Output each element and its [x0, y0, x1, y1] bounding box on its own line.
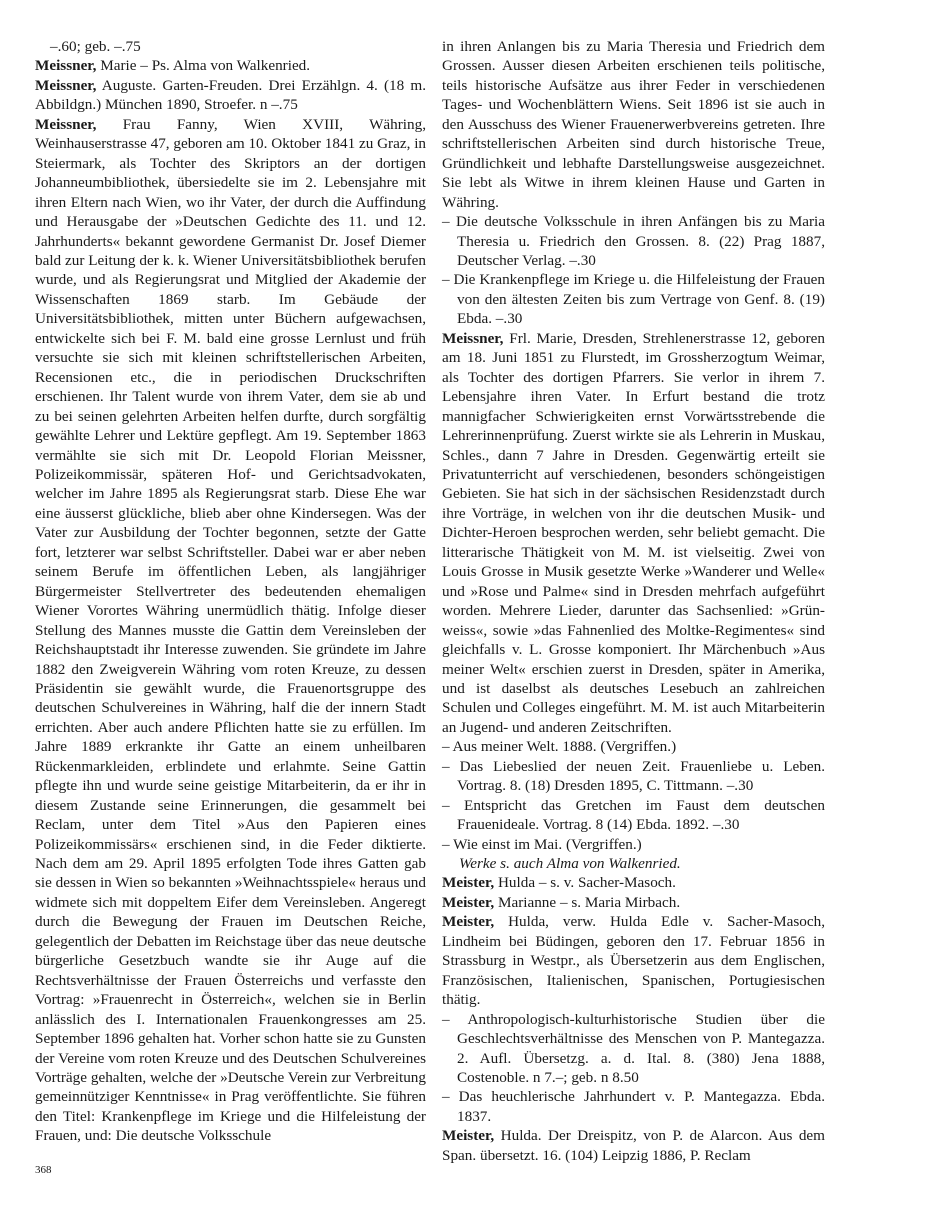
work-item: – Das Liebeslied der neuen Zeit. Frauenliebe u. Leben. Vortrag. 8. (18) Dresden 1895, C. Tittmann. –.30 [442, 757, 825, 795]
entry-meister-hulda-dreispitz [442, 1126, 825, 1165]
work-item: – Entspricht das Gretchen im Faust dem deutschen Frauenideale. Vortrag. 8 (14) Ebda. 1892. –.30 [442, 796, 825, 834]
work-item: – Aus meiner Welt. 1888. (Vergriffen.) [442, 738, 677, 756]
left-column [35, 37, 426, 1146]
cross-reference-note: Werke s. auch Alma von Walkenried. [459, 855, 681, 873]
entry-head: Meister, [442, 1127, 495, 1145]
entry-head: Meissner, [442, 329, 504, 347]
entry-meissner-marie-dresden [442, 329, 825, 738]
work-item: – Die Krankenpflege im Kriege u. die Hilfeleistung der Frauen von den ältesten Zeiten bis zum Vertrage von Genf. 8. (19) Ebda. –.30 [442, 271, 825, 328]
entry-meissner-auguste [35, 76, 426, 115]
entry-text: Marie – Ps. Alma von Walkenried. [96, 57, 311, 75]
entry-head: Meister, [442, 893, 495, 911]
entry-head: Meissner, [35, 76, 97, 94]
continuation-text: in ihren Anlangen bis zu Maria Theresia und Friedrich dem Grossen. Ausser diesen Arbeiten erschienen teils politische, teils historische Aufsätze aus ihrer Feder in verschiedenen Tages- und Wochenblättern Wiens. Seit 1896 ist sie auch in den Ausschuss des Wiener Frauenerwerbvereins getreten. Ihre schriftstellerischen Arbeiten sind durch historische Treue, Gründlichkeit und lebhafte Darstellungsweise ausgezeichnet. Sie lebt als Witwe in ihrem kleinen Hause und Garten in Währing. [442, 38, 825, 211]
work-item: – Die deutsche Volksschule in ihren Anfängen bis zu Maria Theresia u. Friedrich den Grossen. 8. (22) Prag 1887, Deutscher Verlag. –.30 [442, 213, 825, 269]
entry-text: Hulda – s. v. Sacher-Masoch. [494, 874, 676, 892]
page-number: 368 [35, 1164, 52, 1176]
entry-text: Frau Fanny, Wien XVIII, Währing, Weinhauserstrasse 47, geboren am 10. Oktober 1841 zu Graz, in Steiermark, als Tochter des Skriptors an der dortigen Johanneumbibliothek, übersiedelte sie im 2. Lebensjahre mit ihren Eltern nach Wien, wo ihr Vater, der durch die Auffindung und Herausgabe der »Deutschen Gedichte des 11. und 12. Jahrhunderts« bekannt gewordene Germanist Dr. Josef Diemer bald zur Leitung der k. k. Wiener Universitätsbibliothek berufen wurde, und als Regierungsrat und Mitglied der Akademie der Wissenschaften 1869 starb. Im Gebäude der Universitätsbibliothek, mitten unter Büchern aufgewachsen, entwickelte sich bei F. M. bald eine grosse Lernlust und früh versuchte sie sich mit kleinen schriftstellerischen Arbeiten, Recensionen etc., die in periodischen Druckschriften erschienen. Ihr Talent wurde von ihrem Vater, dem sie ab und zu bei seinen gelehrten Arbeiten helfen durfte, durch sorgfältig gewählte Lehrer und Lektüre gepflegt. Am 19. September 1863 vermählte sie sich mit Dr. Leopold Florian Meissner, Polizeikommissär, späteren Hof- und Gerichtsadvokaten, welcher im Jahre 1895 als Regierungsrat starb. Diese Ehe war eine äusserst glückliche, blieb aber ohne Kindersegen. Was der Vater zur Ausbildung der Tochter begonnen, setzte der Gatte fort, letzterer war selbst Schriftsteller. Dabei war er aber neben seinem Berufe im öffentlichen Leben, als langjähriger Bürgermeister Stellvertreter des bedeutenden ehemaligen Wiener Vorortes Währing unermüdlich thätig. Infolge dieser Stellung des Mannes musste die Gattin dem Vereinsleben der Reichshauptstadt ihr Interesse zuwenden. Sie gründete im Jahre 1882 den Zweigverein Währing vom roten Kreuze, zu dessen Präsidentin sie gewählt wurde, die Frauenortsgruppe des deutschen Schulvereines in Währing, half die der innern Stadt errichten. Aber auch andere Pflichten hatte sie zu erfüllen. Im Jahre 1889 erkrankte ihr Gatte an einem unheilbaren Rückenmarkleiden, erblindete und erlahmte. Seine Gattin pflegte ihn und wurde seine geistige Mitarbeiterin, da er ihr in diesem Zustande seine Erinnerungen, die gesammelt bei Reclam, unter dem Titel »Aus den Papieren eines Polizeikommissärs« erschienen sind, in die Feder diktierte. Nach dem am 29. April 1895 erfolgten Tode ihres Gatten gab sie dessen in Wien so bekannten »Weihnachtsspiele« heraus und widmete sich mit doppeltem Eifer dem Vereinsleben. Angeregt durch die Bewegung der Frauen im Deutschen Reiche, gelegentlich der Debatten im Reichstage über das neue deutsche bürgerliche Gesetzbuch wandte sie ihr Auge auf die Rechtsverhältnisse der Frauen Österreichs und verfasste den Vortrag: »Frauenrecht in Österreich«, welchen sie in Berlin anlässlich des I. Internationalen Frauenkongresses am 25. September 1896 gehalten hat. Vorher schon hatte sie zu Gunsten der Vereine vom roten Kreuze und des Deutschen Schulvereines Vorträge gehalten, welche der »Deutsche Verein zur Verbreitung gemeinnütziger Kenntnisse« in Prag veröffentlichte. Sie führen den Titel: Krankenpflege im Kriege und die Hilfeleistung der Frauen, und: Die deutsche Volksschule [35, 115, 427, 1145]
entry-meister-hulda [442, 912, 825, 1009]
continuation-text: –.60; geb. –.75 [50, 38, 141, 55]
entry-meister-hulda-ref [442, 873, 825, 892]
right-column [442, 37, 825, 1165]
entry-text: Auguste. Garten-Freuden. Drei Erzählgn. 4. (18 m. Abbildgn.) München 1890, Stroefer. n –.75 [35, 76, 426, 114]
entry-text: Hulda, verw. Hulda Edle v. Sacher-Masoch, Lindheim bei Büdingen, geboren den 17. Februar 1856 in Strassburg in Westpr., als Übersetzerin aus dem Englischen, Französischen, Italienischen, Spanischen, Portugiesischen thätig. [442, 913, 825, 1009]
entry-meissner-fanny [35, 115, 426, 1146]
work-item: – Das heuchlerische Jahrhundert v. P. Mantegazza. Ebda. 1837. [442, 1088, 825, 1125]
entry-text: Frl. Marie, Dresden, Strehlenerstrasse 12, geboren am 18. Juni 1851 zu Flurstedt, im Grossherzogtum Weimar, als Tochter des dortigen Pfarrers. Sie verlor in ihrem 7. Lebensjahre ihren Vater. In Erfurt bestand die trotz mannigfacher Schwierigkeiten ernst Vorwärtsstrebende die Lehrerinnenprüfung. Zuerst wirkte sie als Lehrerin in Muskau, Schles., dann 7 Jahre in Dresden. Gegenwärtig erteilt sie Privatunterricht auf verschiedenen, besonders schöngeistigen Gebieten. Sie hat sich in der sächsischen Residenzstadt durch ihre Vorträge, in welchen von ihr die deutschen Musik- und Dichter-Heroen besprochen werden, sehr beliebt gemacht. Die litterarische Thätigkeit von M. M. ist vielseitig. Zwei von Louis Grosse in Musik gesetzte Werke »Wanderer und Welle« und »Rose und Palme« sind in Dresden mehrfach aufgeführt worden. Mehrere Lieder, darunter das Sachsenlied: »Grün-weiss«, sowie »das Fahnenlied des Moltke-Regimentes« sind gleichfalls v. L. Grosse komponiert. Ihr Märchenbuch »Aus meiner Welt« erschien zuerst in Dresden, später in Amerika, und ist daselbst als deutsches Lesebuch an zahlreichen Schulen und Colleges eingeführt. M. M. ist auch Mitarbeiterin an Jugend- und anderen Zeitschriften. [442, 329, 825, 736]
entry-text: Hulda. Der Dreispitz, von P. de Alarcon. Aus dem Span. übersetzt. 16. (104) Leipzig 1886, P. Reclam [442, 1127, 825, 1164]
entry-meissner-marie [35, 56, 426, 75]
entry-head: Meister, [442, 913, 495, 931]
entry-head: Meister, [442, 874, 495, 892]
entry-head: Meissner, [35, 57, 97, 75]
work-item: – Wie einst im Mai. (Vergriffen.) [442, 835, 642, 853]
entry-head: Meissner, [35, 115, 97, 133]
entry-meister-marianne [442, 893, 825, 912]
work-item: – Anthropologisch-kulturhistorische Studien über die Geschlechtsverhältnisse des Menschen von P. Mantegazza. 2. Aufl. Übersetzg. a. d. Ital. 8. (380) Jena 1888, Costenoble. n 7.–; geb. n 8.50 [442, 1010, 825, 1087]
entry-text: Marianne – s. Maria Mirbach. [494, 893, 681, 911]
